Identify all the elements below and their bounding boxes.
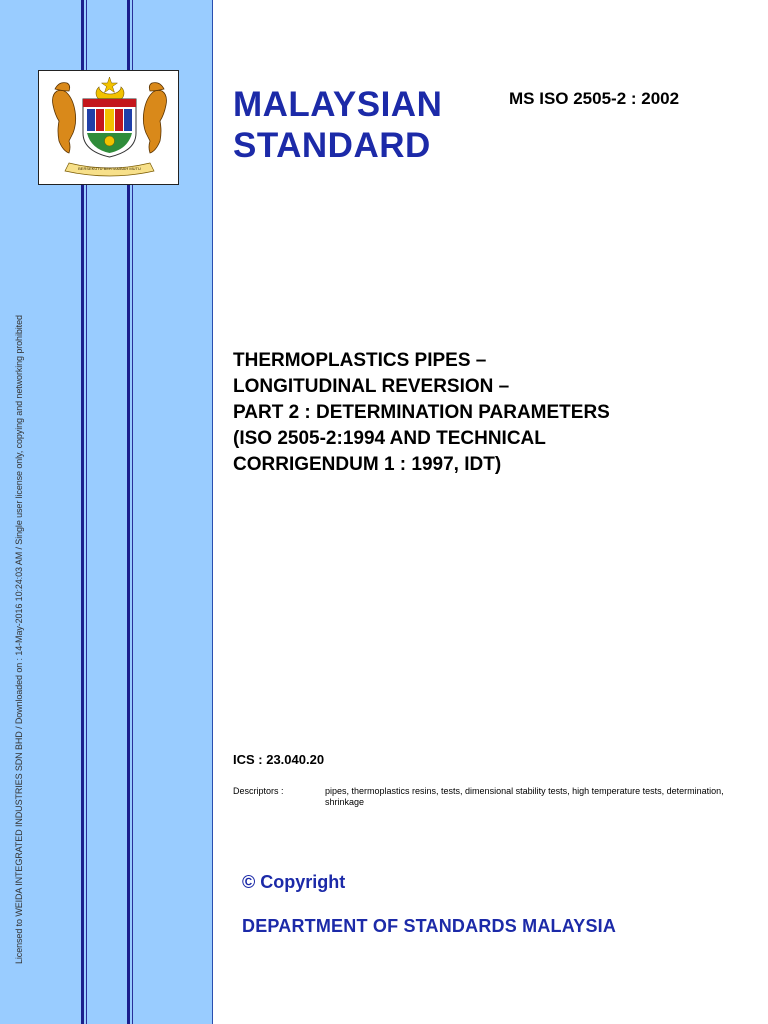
standard-title [233,84,442,166]
crest-frame [38,70,179,185]
standard-title-line1: MALAYSIAN [233,85,443,124]
standard-number: MS ISO 2505-2 : 2002 [509,89,680,108]
right-tiger [143,83,166,153]
descriptors-label: Descriptors : [233,786,284,796]
document-title [233,348,753,478]
document-title-line: PART 2 : DETERMINATION PARAMETERS [233,402,610,423]
document-title-line: THERMOPLASTICS PIPES – [233,350,487,371]
star [102,77,118,93]
document-title-line: (ISO 2505-2:1994 AND TECHNICAL [233,428,546,449]
department-name: DEPARTMENT OF STANDARDS MALAYSIA [242,916,617,936]
left-tiger [53,83,76,153]
shield [83,99,136,157]
standard-title-line2: STANDARD [233,126,431,165]
band-edge-rule [212,0,213,1024]
license-notice: Licensed to WEIDA INTEGRATED INDUSTRIES SDN BHD / Downloaded on : 14-May-2016 10:24:03 AM / Single user license only, copying and networking prohibited [14,315,24,964]
malaysia-coat-of-arms-icon [39,71,180,186]
crest-motto: BERSEKUTU BERTAMBAH MUTU [78,166,141,171]
descriptors-text: pipes, thermoplastics resins, tests, dimensional stability tests, high temperature tests, determination, shrinkage [325,786,724,807]
copyright-notice: © Copyright [242,872,346,892]
ics-code: ICS : 23.040.20 [233,752,325,767]
document-title-line: LONGITUDINAL REVERSION – [233,376,510,397]
document-title-line: CORRIGENDUM 1 : 1997, IDT) [233,454,502,475]
